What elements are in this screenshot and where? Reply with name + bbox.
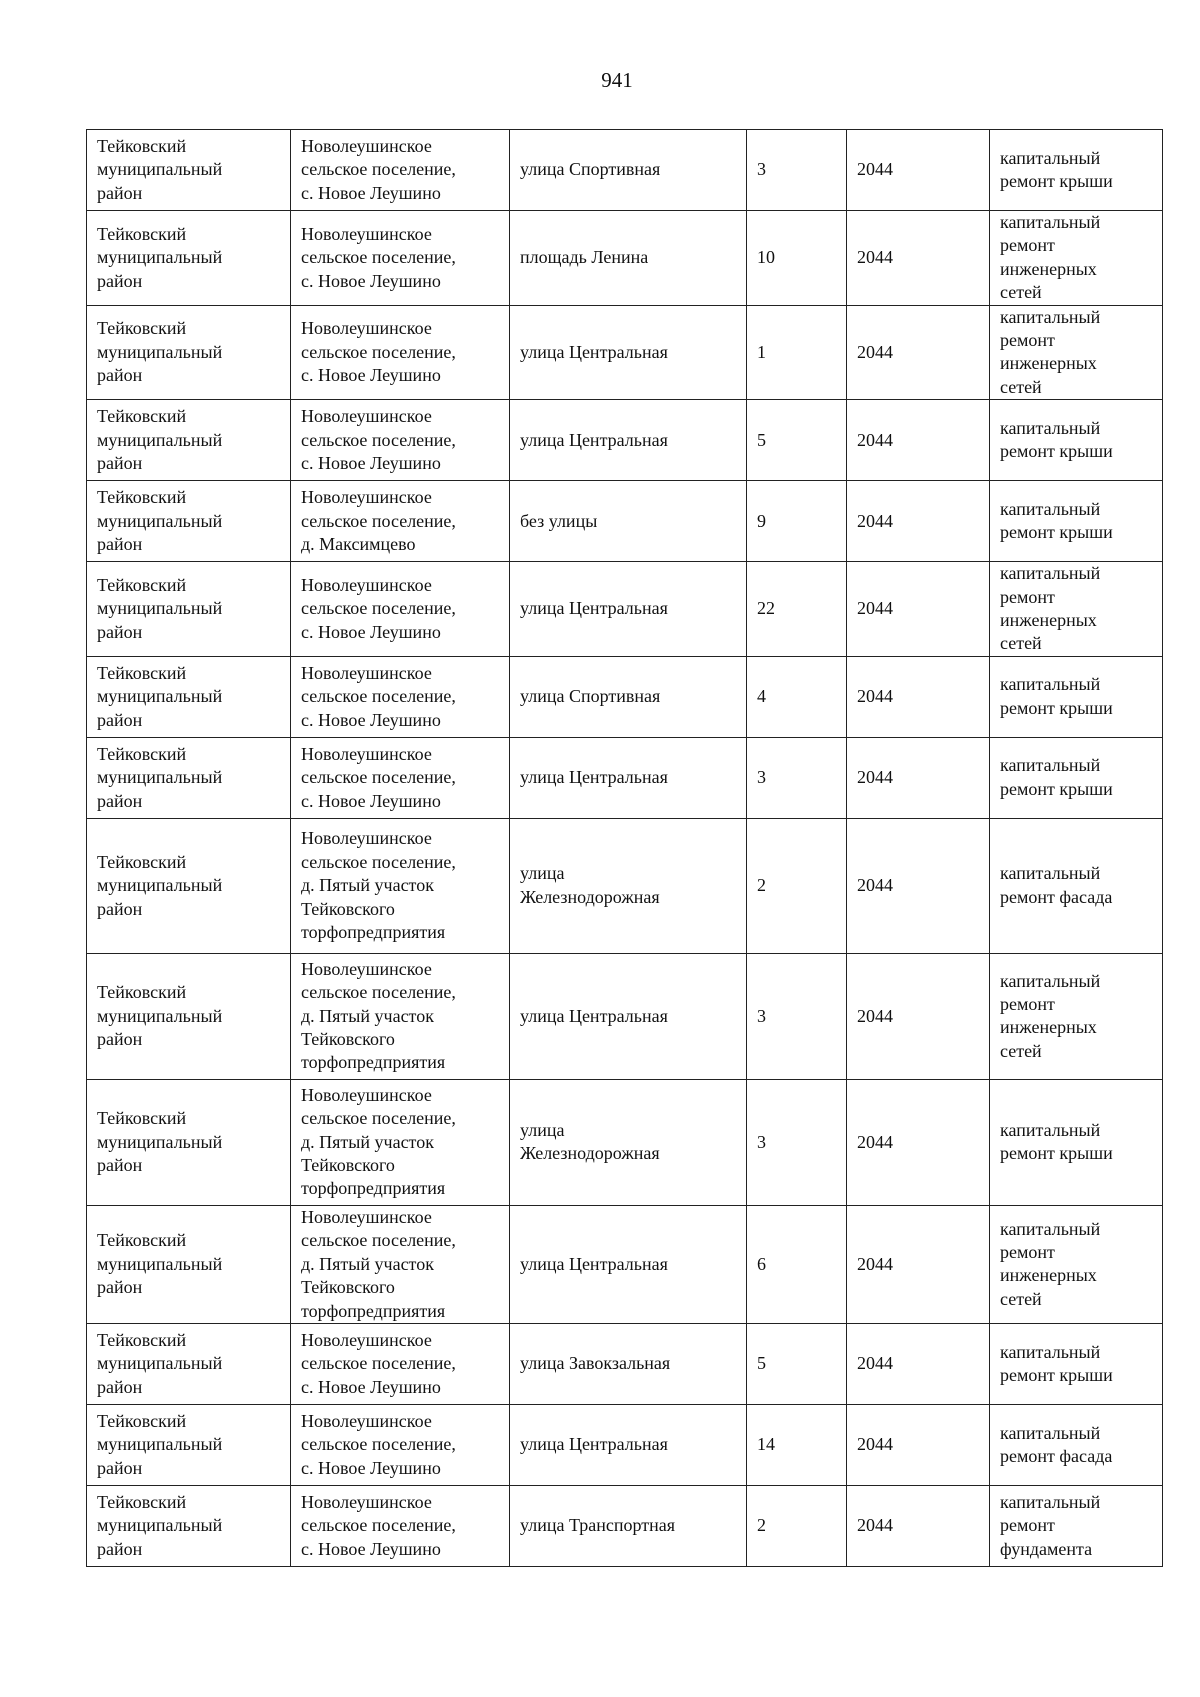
table-row [87, 130, 1163, 211]
table-row [87, 1079, 1163, 1205]
street-cell: улица Центральная [510, 400, 747, 481]
house-number-cell: 3 [747, 130, 847, 211]
year-cell: 2044 [847, 481, 990, 562]
work-type-cell: капитальный ремонт крыши [990, 400, 1163, 481]
district-cell: Тейковский муниципальный район [87, 305, 291, 400]
year-cell: 2044 [847, 211, 990, 306]
street-cell: улица Центральная [510, 737, 747, 818]
settlement-cell: Новолеушинское сельское поселение, д. Пятый участок Тейковского торфопредприятия [291, 818, 510, 953]
year-cell: 2044 [847, 400, 990, 481]
street-cell: улица Центральная [510, 562, 747, 657]
table-row [87, 562, 1163, 657]
district-cell: Тейковский муниципальный район [87, 481, 291, 562]
work-type-cell: капитальный ремонт крыши [990, 1079, 1163, 1205]
table-row [87, 1404, 1163, 1485]
year-cell: 2044 [847, 656, 990, 737]
district-cell: Тейковский муниципальный район [87, 737, 291, 818]
street-cell: улица Железнодорожная [510, 818, 747, 953]
year-cell: 2044 [847, 737, 990, 818]
work-type-cell: капитальный ремонт инженерных сетей [990, 211, 1163, 306]
street-cell: улица Спортивная [510, 656, 747, 737]
house-number-cell: 9 [747, 481, 847, 562]
year-cell: 2044 [847, 130, 990, 211]
house-number-cell: 3 [747, 1079, 847, 1205]
page-number: 941 [601, 68, 633, 92]
year-cell: 2044 [847, 1404, 990, 1485]
settlement-cell: Новолеушинское сельское поселение, с. Новое Леушино [291, 400, 510, 481]
street-cell: без улицы [510, 481, 747, 562]
year-cell: 2044 [847, 1079, 990, 1205]
work-type-cell: капитальный ремонт крыши [990, 656, 1163, 737]
district-cell: Тейковский муниципальный район [87, 1485, 291, 1566]
year-cell: 2044 [847, 1205, 990, 1323]
work-type-cell: капитальный ремонт крыши [990, 481, 1163, 562]
house-number-cell: 2 [747, 818, 847, 953]
capital-repair-table [86, 129, 1163, 1567]
settlement-cell: Новолеушинское сельское поселение, д. Пятый участок Тейковского торфопредприятия [291, 1079, 510, 1205]
year-cell: 2044 [847, 953, 990, 1079]
table-row [87, 656, 1163, 737]
table-row [87, 1485, 1163, 1566]
house-number-cell: 22 [747, 562, 847, 657]
table-row [87, 1205, 1163, 1323]
street-cell: улица Спортивная [510, 130, 747, 211]
district-cell: Тейковский муниципальный район [87, 400, 291, 481]
table-row [87, 305, 1163, 400]
house-number-cell: 3 [747, 737, 847, 818]
house-number-cell: 14 [747, 1404, 847, 1485]
district-cell: Тейковский муниципальный район [87, 562, 291, 657]
street-cell: улица Центральная [510, 1205, 747, 1323]
settlement-cell: Новолеушинское сельское поселение, д. Пятый участок Тейковского торфопредприятия [291, 953, 510, 1079]
year-cell: 2044 [847, 1485, 990, 1566]
settlement-cell: Новолеушинское сельское поселение, с. Новое Леушино [291, 737, 510, 818]
house-number-cell: 1 [747, 305, 847, 400]
house-number-cell: 10 [747, 211, 847, 306]
year-cell: 2044 [847, 562, 990, 657]
work-type-cell: капитальный ремонт крыши [990, 737, 1163, 818]
district-cell: Тейковский муниципальный район [87, 1323, 291, 1404]
work-type-cell: капитальный ремонт инженерных сетей [990, 953, 1163, 1079]
district-cell: Тейковский муниципальный район [87, 818, 291, 953]
settlement-cell: Новолеушинское сельское поселение, д. Пятый участок Тейковского торфопредприятия [291, 1205, 510, 1323]
work-type-cell: капитальный ремонт инженерных сетей [990, 305, 1163, 400]
year-cell: 2044 [847, 305, 990, 400]
settlement-cell: Новолеушинское сельское поселение, с. Новое Леушино [291, 130, 510, 211]
house-number-cell: 5 [747, 400, 847, 481]
district-cell: Тейковский муниципальный район [87, 656, 291, 737]
house-number-cell: 4 [747, 656, 847, 737]
table-row [87, 818, 1163, 953]
settlement-cell: Новолеушинское сельское поселение, д. Максимцево [291, 481, 510, 562]
year-cell: 2044 [847, 818, 990, 953]
table-row [87, 211, 1163, 306]
work-type-cell: капитальный ремонт инженерных сетей [990, 562, 1163, 657]
settlement-cell: Новолеушинское сельское поселение, с. Новое Леушино [291, 562, 510, 657]
house-number-cell: 6 [747, 1205, 847, 1323]
house-number-cell: 2 [747, 1485, 847, 1566]
work-type-cell: капитальный ремонт фундамента [990, 1485, 1163, 1566]
settlement-cell: Новолеушинское сельское поселение, с. Новое Леушино [291, 305, 510, 400]
district-cell: Тейковский муниципальный район [87, 1205, 291, 1323]
house-number-cell: 5 [747, 1323, 847, 1404]
street-cell: улица Транспортная [510, 1485, 747, 1566]
work-type-cell: капитальный ремонт крыши [990, 1323, 1163, 1404]
settlement-cell: Новолеушинское сельское поселение, с. Новое Леушино [291, 1323, 510, 1404]
settlement-cell: Новолеушинское сельское поселение, с. Новое Леушино [291, 656, 510, 737]
table-row [87, 953, 1163, 1079]
work-type-cell: капитальный ремонт фасада [990, 818, 1163, 953]
year-cell: 2044 [847, 1323, 990, 1404]
settlement-cell: Новолеушинское сельское поселение, с. Новое Леушино [291, 1404, 510, 1485]
district-cell: Тейковский муниципальный район [87, 1404, 291, 1485]
district-cell: Тейковский муниципальный район [87, 211, 291, 306]
street-cell: улица Центральная [510, 953, 747, 1079]
street-cell: улица Центральная [510, 305, 747, 400]
street-cell: улица Завокзальная [510, 1323, 747, 1404]
settlement-cell: Новолеушинское сельское поселение, с. Новое Леушино [291, 211, 510, 306]
district-cell: Тейковский муниципальный район [87, 1079, 291, 1205]
work-type-cell: капитальный ремонт крыши [990, 130, 1163, 211]
work-type-cell: капитальный ремонт инженерных сетей [990, 1205, 1163, 1323]
table-row [87, 1323, 1163, 1404]
street-cell: площадь Ленина [510, 211, 747, 306]
work-type-cell: капитальный ремонт фасада [990, 1404, 1163, 1485]
table-body [87, 130, 1163, 1567]
settlement-cell: Новолеушинское сельское поселение, с. Новое Леушино [291, 1485, 510, 1566]
district-cell: Тейковский муниципальный район [87, 953, 291, 1079]
table-row [87, 400, 1163, 481]
street-cell: улица Центральная [510, 1404, 747, 1485]
house-number-cell: 3 [747, 953, 847, 1079]
table-row [87, 737, 1163, 818]
table-row [87, 481, 1163, 562]
district-cell: Тейковский муниципальный район [87, 130, 291, 211]
street-cell: улица Железнодорожная [510, 1079, 747, 1205]
